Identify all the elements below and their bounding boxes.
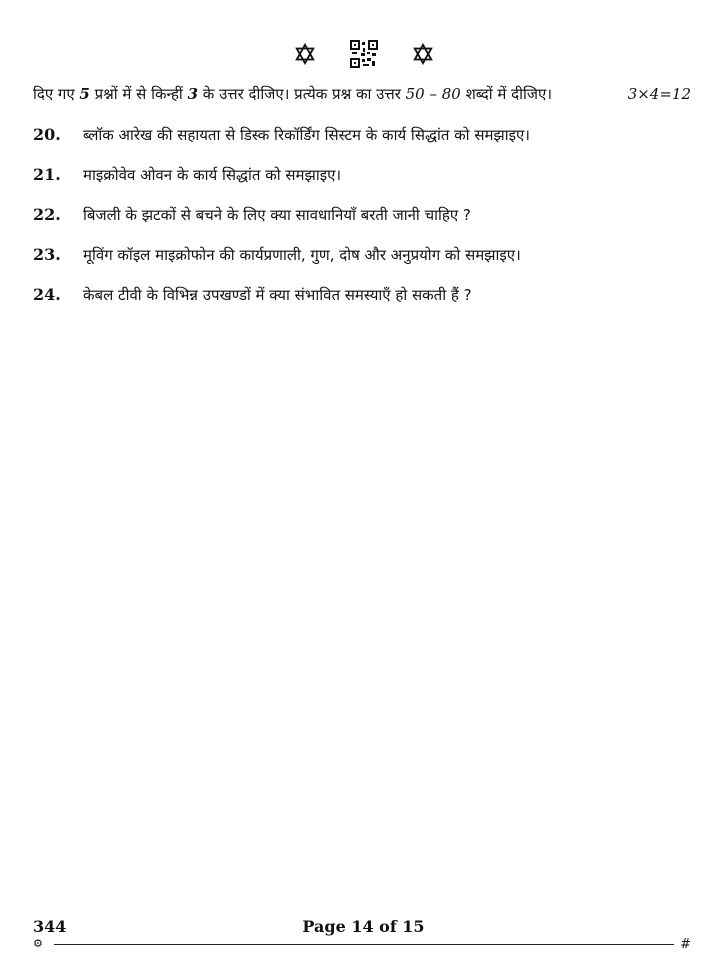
question-text: मूविंग कॉइल माइक्रोफोन की कार्यप्रणाली, गुण, दोष और अनुप्रयोग को समझाइए। <box>83 246 521 264</box>
question-text: केबल टीवी के विभिन्न उपखण्डों में क्या संभावित समस्याएँ हो सकती हैं ? <box>83 286 472 304</box>
instruction-answer-count: 3 <box>187 85 199 103</box>
header-marks <box>0 40 727 68</box>
marks-allocation: 3×4=12 <box>627 85 691 103</box>
footer-mark: # <box>680 937 691 952</box>
qr-code-icon <box>350 40 378 68</box>
question-number: 23. <box>33 245 61 264</box>
question-list <box>33 124 693 324</box>
paper-code: 344 <box>33 917 67 936</box>
instruction-text: प्रश्नों में से किन्हीं <box>89 85 188 103</box>
question-item <box>33 124 693 164</box>
question-item <box>33 164 693 204</box>
section-instruction <box>33 84 693 104</box>
instruction-total-count: 5 <box>79 85 90 103</box>
instruction-text: दिए गए <box>33 85 80 103</box>
instruction-text: शब्दों में दीजिए। <box>460 85 553 103</box>
question-item <box>33 284 693 324</box>
question-text: माइक्रोवेव ओवन के कार्य सिद्धांत को समझाइए। <box>83 166 342 184</box>
page-number: Page 14 of 15 <box>302 917 425 936</box>
question-number: 24. <box>33 285 61 304</box>
question-item <box>33 244 693 284</box>
footer-divider <box>54 944 674 945</box>
question-number: 22. <box>33 205 61 224</box>
star-of-david-icon <box>412 43 434 65</box>
question-number: 21. <box>33 165 61 184</box>
instruction-text: के उत्तर दीजिए। प्रत्येक प्रश्न का उत्तर <box>198 85 406 103</box>
question-text: बिजली के झटकों से बचने के लिए क्या सावधानियाँ बरती जानी चाहिए ? <box>83 206 471 224</box>
question-item <box>33 204 693 244</box>
question-number: 20. <box>33 125 61 144</box>
star-of-david-icon <box>294 43 316 65</box>
gear-icon: ⚙ <box>33 937 43 950</box>
question-text: ब्लॉक आरेख की सहायता से डिस्क रिकॉर्डिंग सिस्टम के कार्य सिद्धांत को समझाइए। <box>83 126 530 144</box>
instruction-word-range: 50 – 80 <box>405 85 461 103</box>
